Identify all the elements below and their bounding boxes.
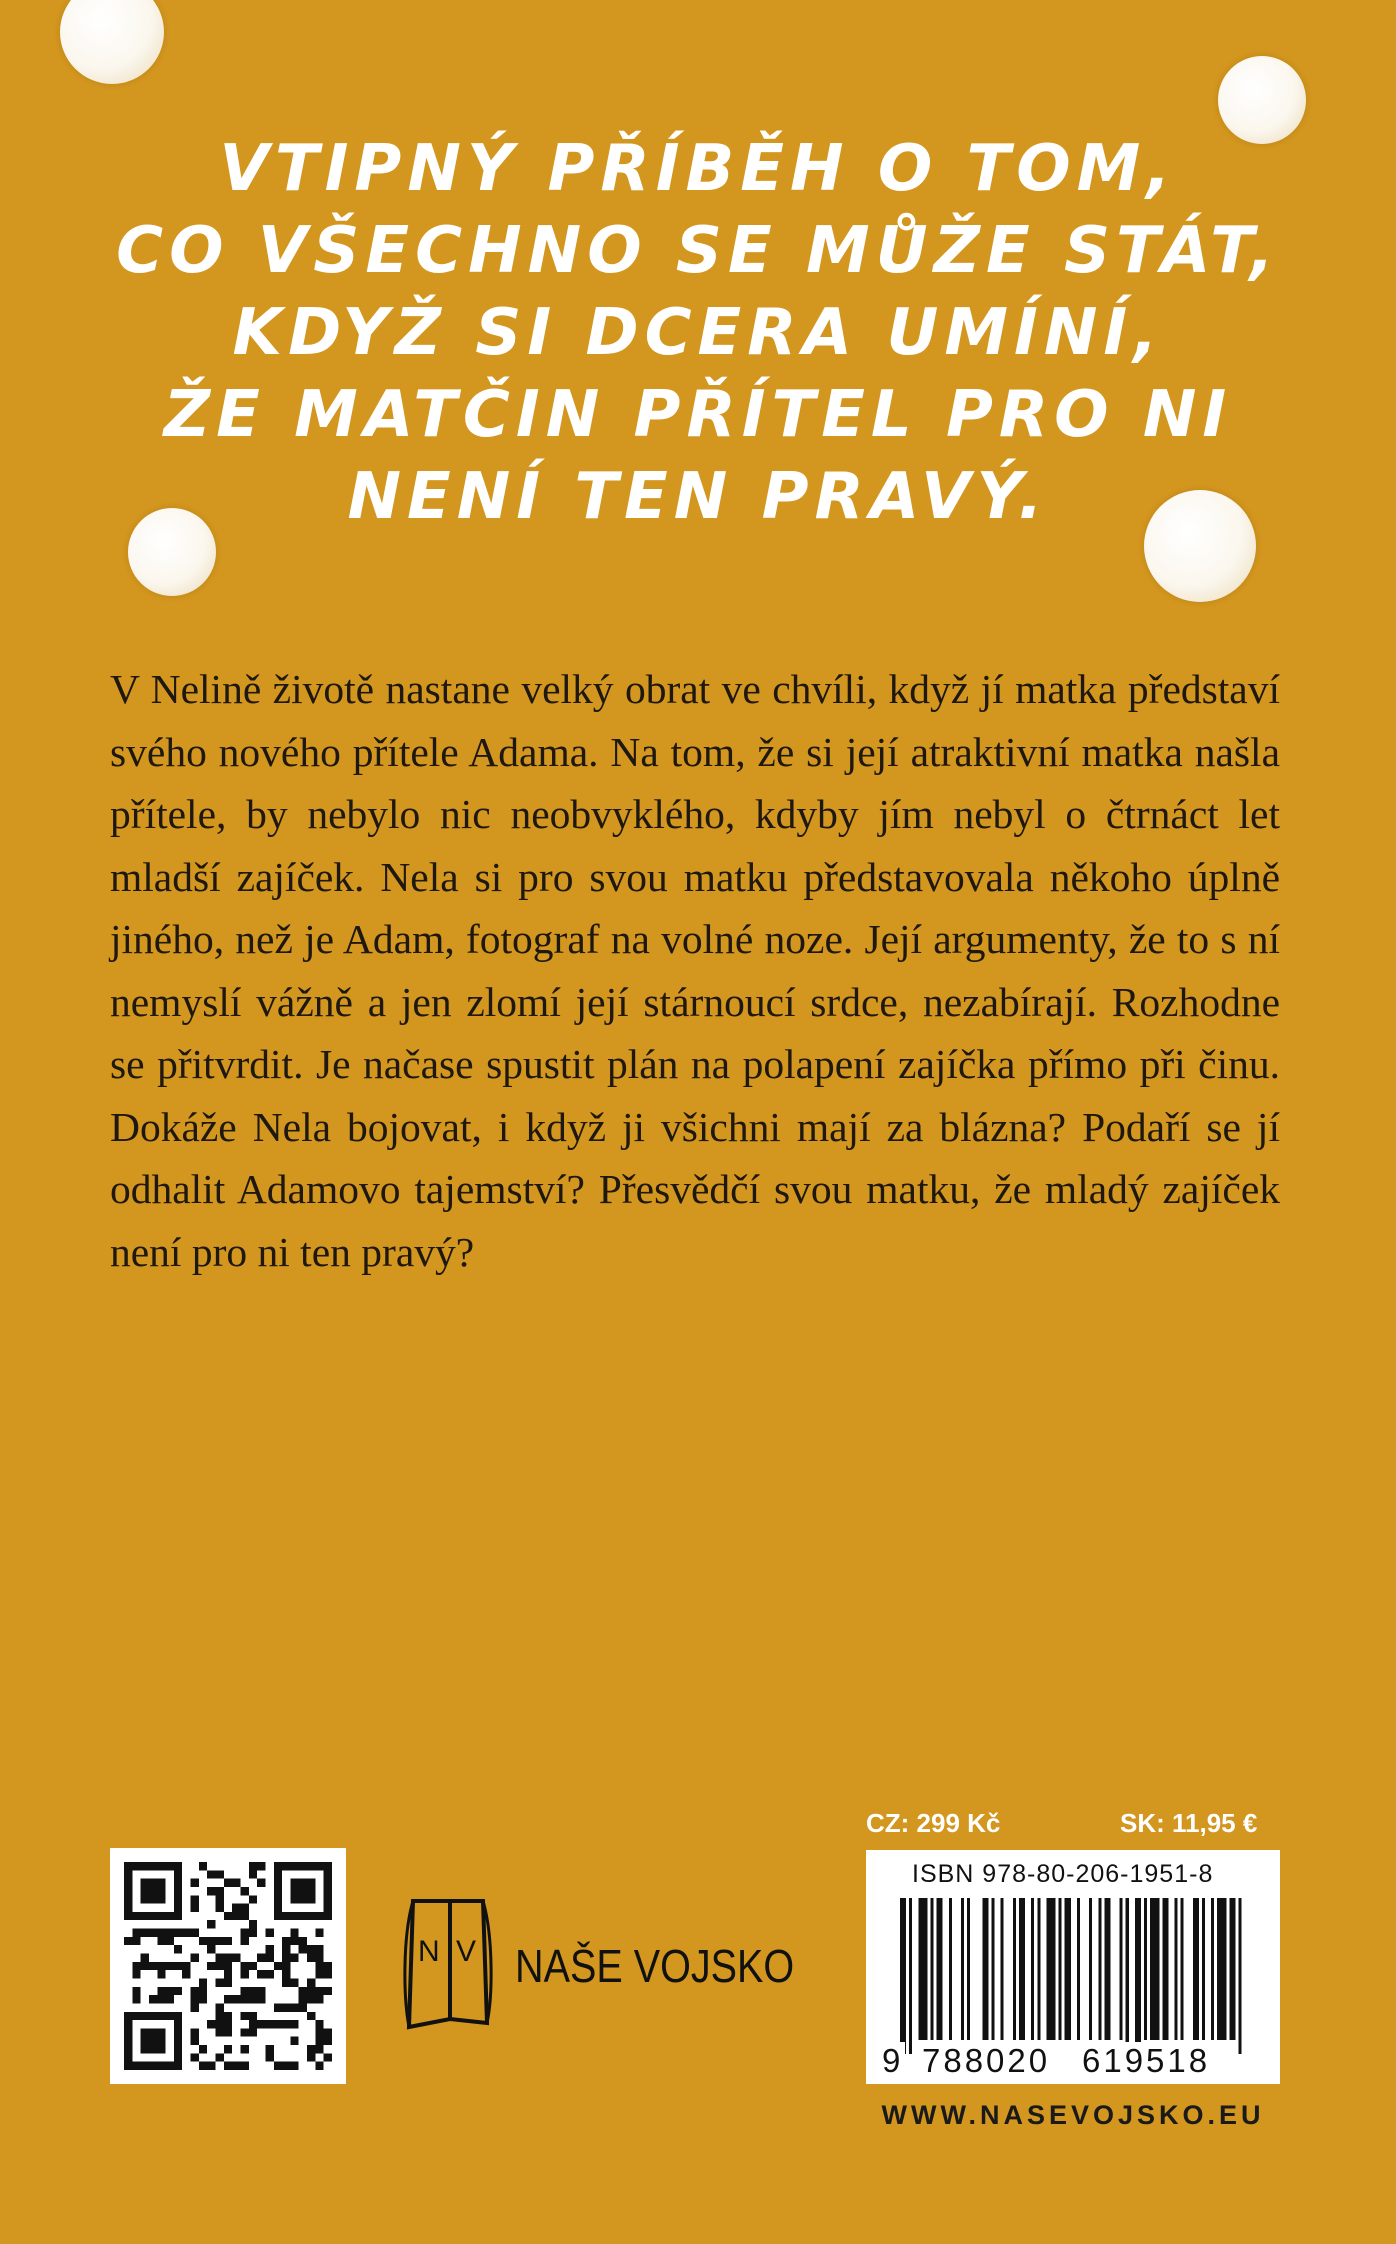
tagline-line: NENÍ TEN PRAVÝ.	[347, 460, 1049, 534]
tagline-line: ŽE MATČIN PŘÍTEL PRO NI	[163, 378, 1233, 452]
qr-code-icon[interactable]	[110, 1848, 346, 2084]
logo-monogram-n: N	[418, 1935, 440, 1968]
bubble-decoration	[60, 0, 164, 84]
tagline-line: KDYŽ SI DCERA UMÍNÍ,	[232, 296, 1164, 370]
ean-first-digit: 9	[882, 2042, 904, 2079]
publisher-name: NAŠE VOJSKO	[515, 1940, 795, 1992]
publisher-logo	[395, 1895, 815, 2045]
ean-left-group: 788020	[922, 2042, 1051, 2079]
barcode-icon	[900, 1898, 1246, 2054]
publisher-logo-icon	[395, 1895, 505, 2045]
price-cz: CZ: 299 Kč	[866, 1808, 1001, 1838]
tagline	[60, 128, 1336, 538]
barcode	[866, 1850, 1280, 2084]
isbn-label: ISBN 978-80-206-1951-8	[912, 1860, 1214, 1888]
price-sk: SK: 11,95 €	[1120, 1808, 1258, 1838]
book-blurb: V Nelině životě nastane velký obrat ve chvíli, když jí matka představí svého nového přítele Adama. Na tom, že si její atraktivní matka našla přítele, by nebylo nic neobvyklého, kdyby jím nebyl o čtrnáct let mladší zajíček. Nela si pro svou matku představovala někoho úplně jiného, než je Adam, fotograf na volné noze. Její argumenty, že to s ní nemyslí vážně a jen zlomí její stárnoucí srdce, nezabírají. Rozhodne se přitvrdit. Je načase spustit plán na polapení zajíčka přímo při činu. Dokáže Nela bojovat, i když ji všichni mají za blázna? Podaří se jí odhalit Adamovo tajemství? Přesvědčí svou matku, že mladý zajíček není pro ni ten pravý?	[110, 666, 1280, 1275]
tagline-line: VTIPNÝ PŘÍBĚH O TOM,	[219, 132, 1177, 206]
logo-monogram-v: V	[456, 1935, 477, 1968]
tagline-line: CO VŠECHNO SE MŮŽE STÁT,	[116, 214, 1280, 288]
ean-right-group: 619518	[1082, 2042, 1211, 2079]
publisher-website-link[interactable]: WWW.NASEVOJSKO.EU	[881, 2100, 1265, 2130]
